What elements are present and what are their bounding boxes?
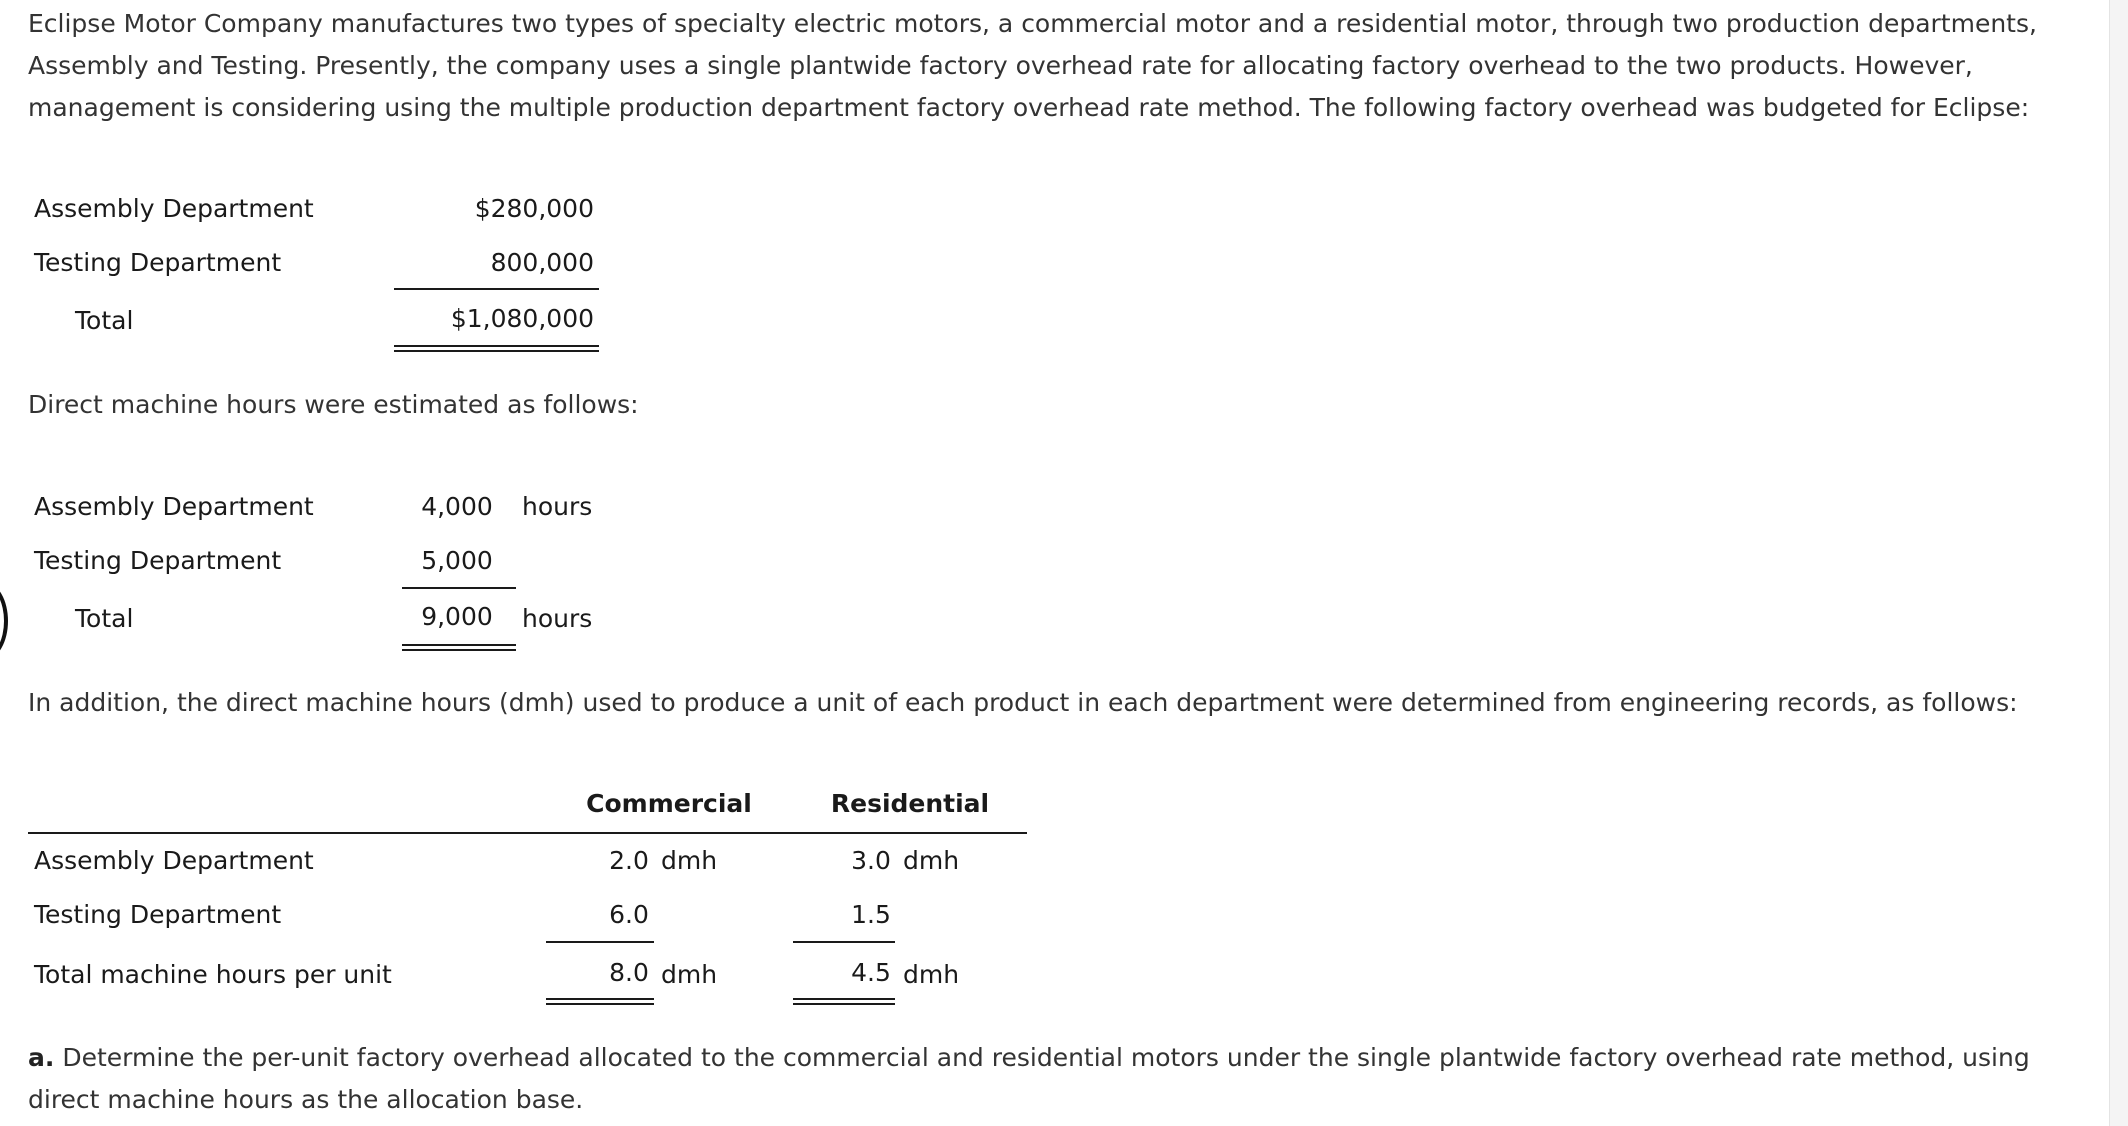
dmh-residential-value: 1.5 xyxy=(851,900,891,929)
total-double-rule xyxy=(394,345,599,352)
dmh-intro: In addition, the direct machine hours (dmh) used to produce a unit of each product in each department were determined from engineering records, as follows: xyxy=(28,688,2018,717)
scrollbar[interactable] xyxy=(2109,0,2128,1126)
question-letter: a. xyxy=(28,1043,55,1072)
total-double-rule xyxy=(402,644,516,651)
hours-unit: hours xyxy=(522,492,593,521)
subtotal-rule xyxy=(793,941,895,943)
overhead-row-value: $280,000 xyxy=(474,194,594,223)
dmh-total-label: Total machine hours per unit xyxy=(34,960,392,989)
hours-total-label: Total xyxy=(75,604,134,633)
overhead-total-value: $1,080,000 xyxy=(450,304,594,333)
overhead-row-label: Testing Department xyxy=(34,248,282,277)
dmh-residential-value: 3.0 xyxy=(851,846,891,875)
subtotal-rule xyxy=(546,941,654,943)
dmh-commercial-total: 8.0 xyxy=(609,958,649,987)
header-rule xyxy=(28,832,1027,834)
dmh-unit: dmh xyxy=(661,960,718,989)
intro-paragraph: Eclipse Motor Company manufactures two types of specialty electric motors, a commercial motor and a residential motor, through two production departments, Assembly and Testing. Presently, the company uses a single plantwide factory overhead rate for allocating factory overhead to the two products. However, management is considering using the multiple production department factory overhead rate method. The following factory overhead was budgeted for Eclipse: xyxy=(28,9,2037,122)
total-double-rule xyxy=(546,998,654,1005)
cursor-arc-icon xyxy=(0,583,8,659)
column-header-commercial: Commercial xyxy=(586,789,752,818)
dmh-unit: dmh xyxy=(903,846,960,875)
total-double-rule xyxy=(793,998,895,1005)
subtotal-rule xyxy=(402,587,516,589)
overhead-row-value: 800,000 xyxy=(490,248,594,277)
hours-row-label: Testing Department xyxy=(34,546,282,575)
dmh-unit: dmh xyxy=(903,960,960,989)
dmh-commercial-value: 6.0 xyxy=(609,900,649,929)
question-a xyxy=(28,1037,2088,1121)
dmh-residential-total: 4.5 xyxy=(851,958,891,987)
subtotal-rule xyxy=(394,288,599,290)
hours-row-value: 5,000 xyxy=(421,546,493,575)
overhead-row-label: Assembly Department xyxy=(34,194,314,223)
column-header-residential: Residential xyxy=(830,789,990,818)
dmh-row-label: Assembly Department xyxy=(34,846,314,875)
dmh-unit: dmh xyxy=(661,846,718,875)
hours-unit: hours xyxy=(522,604,593,633)
question-text: Determine the per-unit factory overhead allocated to the commercial and residential motors under the single plantwide factory overhead rate method, using direct machine hours as the allocation base. xyxy=(28,1043,2030,1114)
hours-row-value: 4,000 xyxy=(421,492,493,521)
machine-hours-intro: Direct machine hours were estimated as follows: xyxy=(28,390,639,419)
dmh-commercial-value: 2.0 xyxy=(609,846,649,875)
hours-total-value: 9,000 xyxy=(421,602,493,631)
overhead-total-label: Total xyxy=(75,306,134,335)
dmh-row-label: Testing Department xyxy=(34,900,282,929)
hours-row-label: Assembly Department xyxy=(34,492,314,521)
